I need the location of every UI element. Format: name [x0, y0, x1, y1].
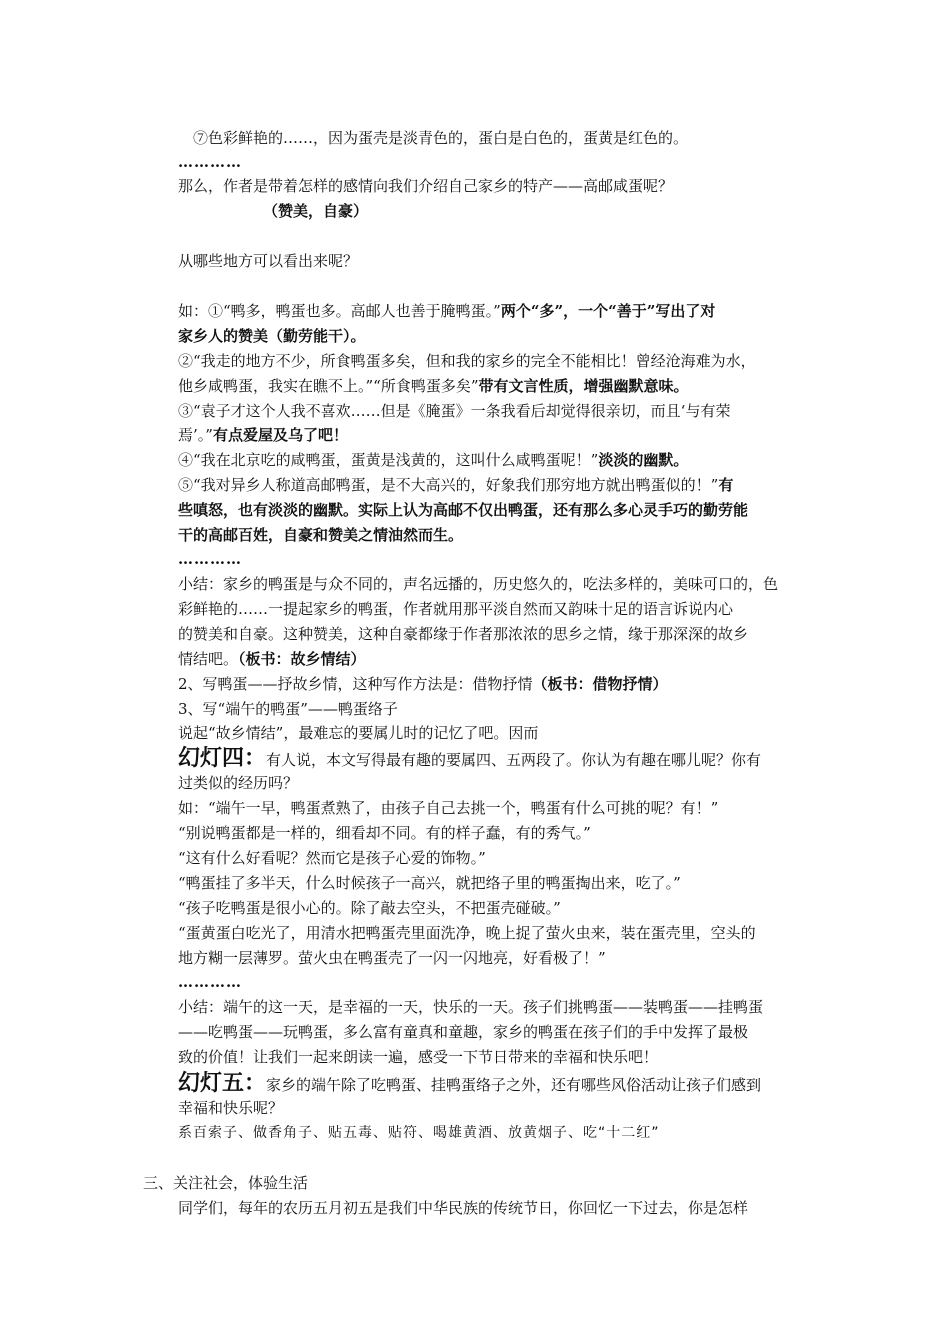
summary-2-end: 致的价值！让我们一起来朗读一遍，感受一下节日带来的幸福和快乐吧！	[178, 1048, 659, 1066]
example-3-quote: 焉’。”	[178, 426, 213, 444]
slide-5-line	[178, 1071, 761, 1096]
customs-list: 系百索子、做香角子、贴五毒、贴符、喝雄黄酒、放黄烟子、吃“十二红”	[178, 1125, 660, 1141]
summary-1-cont: 彩鲜艳的……一提起家乡的鸭蛋，作者就用那平淡自然而又韵味十足的语言诉说内心	[178, 600, 734, 618]
point-3: 3、写“端午的鸭蛋”——鸭蛋络子	[178, 700, 398, 718]
quote-3: “这有什么好看呢？然而它是孩子心爱的饰物。”	[178, 849, 486, 867]
slide-4-heading: 幻灯四：	[178, 745, 267, 771]
example-4-quote: ④“我在北京吃的咸鸭蛋，蛋黄是浅黄的，这叫什么咸鸭蛋呢！”	[178, 451, 599, 469]
slide-5-heading: 幻灯五：	[178, 1070, 267, 1096]
slide-4-question-cont: 过类似的经历吗？	[178, 774, 299, 792]
example-4-comment: 淡淡的幽默。	[598, 451, 689, 469]
example-2-quote: 他乡咸鸭蛋，我实在瞧不上。”“所食鸭蛋多矣”	[178, 377, 479, 395]
summary-1-end	[178, 648, 366, 670]
quote-2: “别说鸭蛋都是一样的，细看却不同。有的样子蠢，有的秀气。”	[178, 824, 591, 842]
example-1-comment-cont: 家乡人的赞美（勤劳能干）。	[178, 327, 366, 345]
board-note-method: （板书：借物抒情）	[532, 675, 668, 693]
ellipsis-3: …………	[178, 973, 242, 991]
answer-praise-pride: （赞美，自豪）	[263, 202, 369, 220]
point-2-text: 2、写鸭蛋——抒故乡情，这种写作方法是：借物抒情	[178, 675, 533, 693]
question-where: 从哪些地方可以看出来呢？	[178, 252, 359, 270]
example-5	[178, 474, 733, 496]
example-1-quote: 如：①“鸭多，鸭蛋也多。高邮人也善于腌鸭蛋。”	[178, 302, 501, 320]
question-feeling: 那么，作者是带着怎样的感情向我们介绍自己家乡的特产——高邮咸蛋呢？	[178, 177, 674, 195]
slide-5-question: 家乡的端午除了吃鸭蛋、挂鸭蛋络子之外，还有哪些风俗活动让孩子们感到	[266, 1076, 762, 1094]
board-note-hometown: （板书：故乡情结）	[238, 650, 366, 668]
quote-4: “鸭蛋挂了多半天，什么时候孩子一高兴，就把络子里的鸭蛋掏出来，吃了。”	[178, 874, 681, 892]
example-2: ②“我走的地方不少，所食鸭蛋多矣，但和我的家乡的完全不能相比！曾经沧海难为水，	[178, 352, 756, 370]
example-3-comment: 有点爱屋及乌了吧！	[212, 426, 348, 444]
line-colorful: ⑦色彩鲜艳的……，因为蛋壳是淡青色的，蛋白是白色的，蛋黄是红色的。	[193, 129, 689, 147]
example-5-comment-end: 干的高邮百姓，自豪和赞美之情油然而生。	[178, 526, 464, 544]
point-2	[178, 673, 668, 695]
quote-6-cont: 地方糊一层薄罗。萤火虫在鸭蛋壳了一闪一闪地亮，好看极了！”	[178, 949, 606, 967]
summary-2-cont: ——吃鸭蛋——玩鸭蛋，多么富有童真和童趣，家乡的鸭蛋在孩子们的手中发挥了最极	[178, 1023, 749, 1041]
example-2-comment: 带有文言性质，增强幽默意味。	[478, 377, 689, 395]
quote-1: 如：“端午一早，鸭蛋煮熟了，由孩子自己去挑一个，鸭蛋有什么可挑的呢？有！”	[178, 799, 719, 817]
ellipsis-1: …………	[178, 153, 242, 171]
example-1-comment: 两个“多”，一个“善于”写出了对	[500, 302, 716, 320]
example-4	[178, 449, 688, 471]
example-2-cont	[178, 375, 689, 397]
section-3-paragraph: 同学们，每年的农历五月初五是我们中华民族的传统节日，你回忆一下过去，你是怎样	[178, 1199, 749, 1217]
example-5-comment-cont: 些嗔怒，也有淡淡的幽默。实际上认为高邮不仅出鸭蛋，还有那么多心灵手巧的勤劳能	[178, 501, 749, 519]
slide-4-question: 有人说，本文写得最有趣的要属四、五两段了。你认为有趣在哪儿呢？你有	[266, 751, 762, 769]
slide-5-question-cont: 幸福和快乐呢？	[178, 1099, 284, 1117]
quote-5: “孩子吃鸭蛋是很小心的。除了敲去空头，不把蛋壳碰破。”	[178, 899, 561, 917]
summary-2: 小结：端午的这一天，是幸福的一天，快乐的一天。孩子们挑鸭蛋——装鸭蛋——挂鸭蛋	[178, 998, 764, 1016]
example-1	[178, 300, 715, 322]
example-5-comment: 有	[718, 476, 734, 494]
transition-memory: 说起“故乡情结”，最难忘的要属儿时的记忆了吧。因而	[178, 724, 539, 742]
section-3-heading: 三、关注社会，体验生活	[143, 1174, 309, 1192]
quote-6: “蛋黄蛋白吃光了，用清水把鸭蛋壳里面洗净，晚上捉了萤火虫来，装在蛋壳里，空头的	[178, 924, 756, 942]
example-5-quote: ⑤“我对异乡人称道高邮鸭蛋，是不大高兴的，好象我们那穷地方就出鸭蛋似的！”	[178, 476, 719, 494]
summary-1: 小结：家乡的鸭蛋是与众不同的，声名远播的，历史悠久的，吃法多样的，美味可口的，色	[178, 575, 779, 593]
ellipsis-2: …………	[178, 550, 242, 568]
summary-1-end-text: 情结吧。	[178, 650, 239, 668]
example-3: ③“袁子才这个人我不喜欢……但是《腌蛋》一条我看后却觉得很亲切，而且‘与有荣	[178, 402, 731, 420]
example-3-cont	[178, 424, 348, 446]
slide-4-line	[178, 746, 761, 771]
summary-1-cont-2: 的赞美和自豪。这种赞美，这种自豪都缘于作者那浓浓的思乡之情，缘于那深深的故乡	[178, 625, 749, 643]
